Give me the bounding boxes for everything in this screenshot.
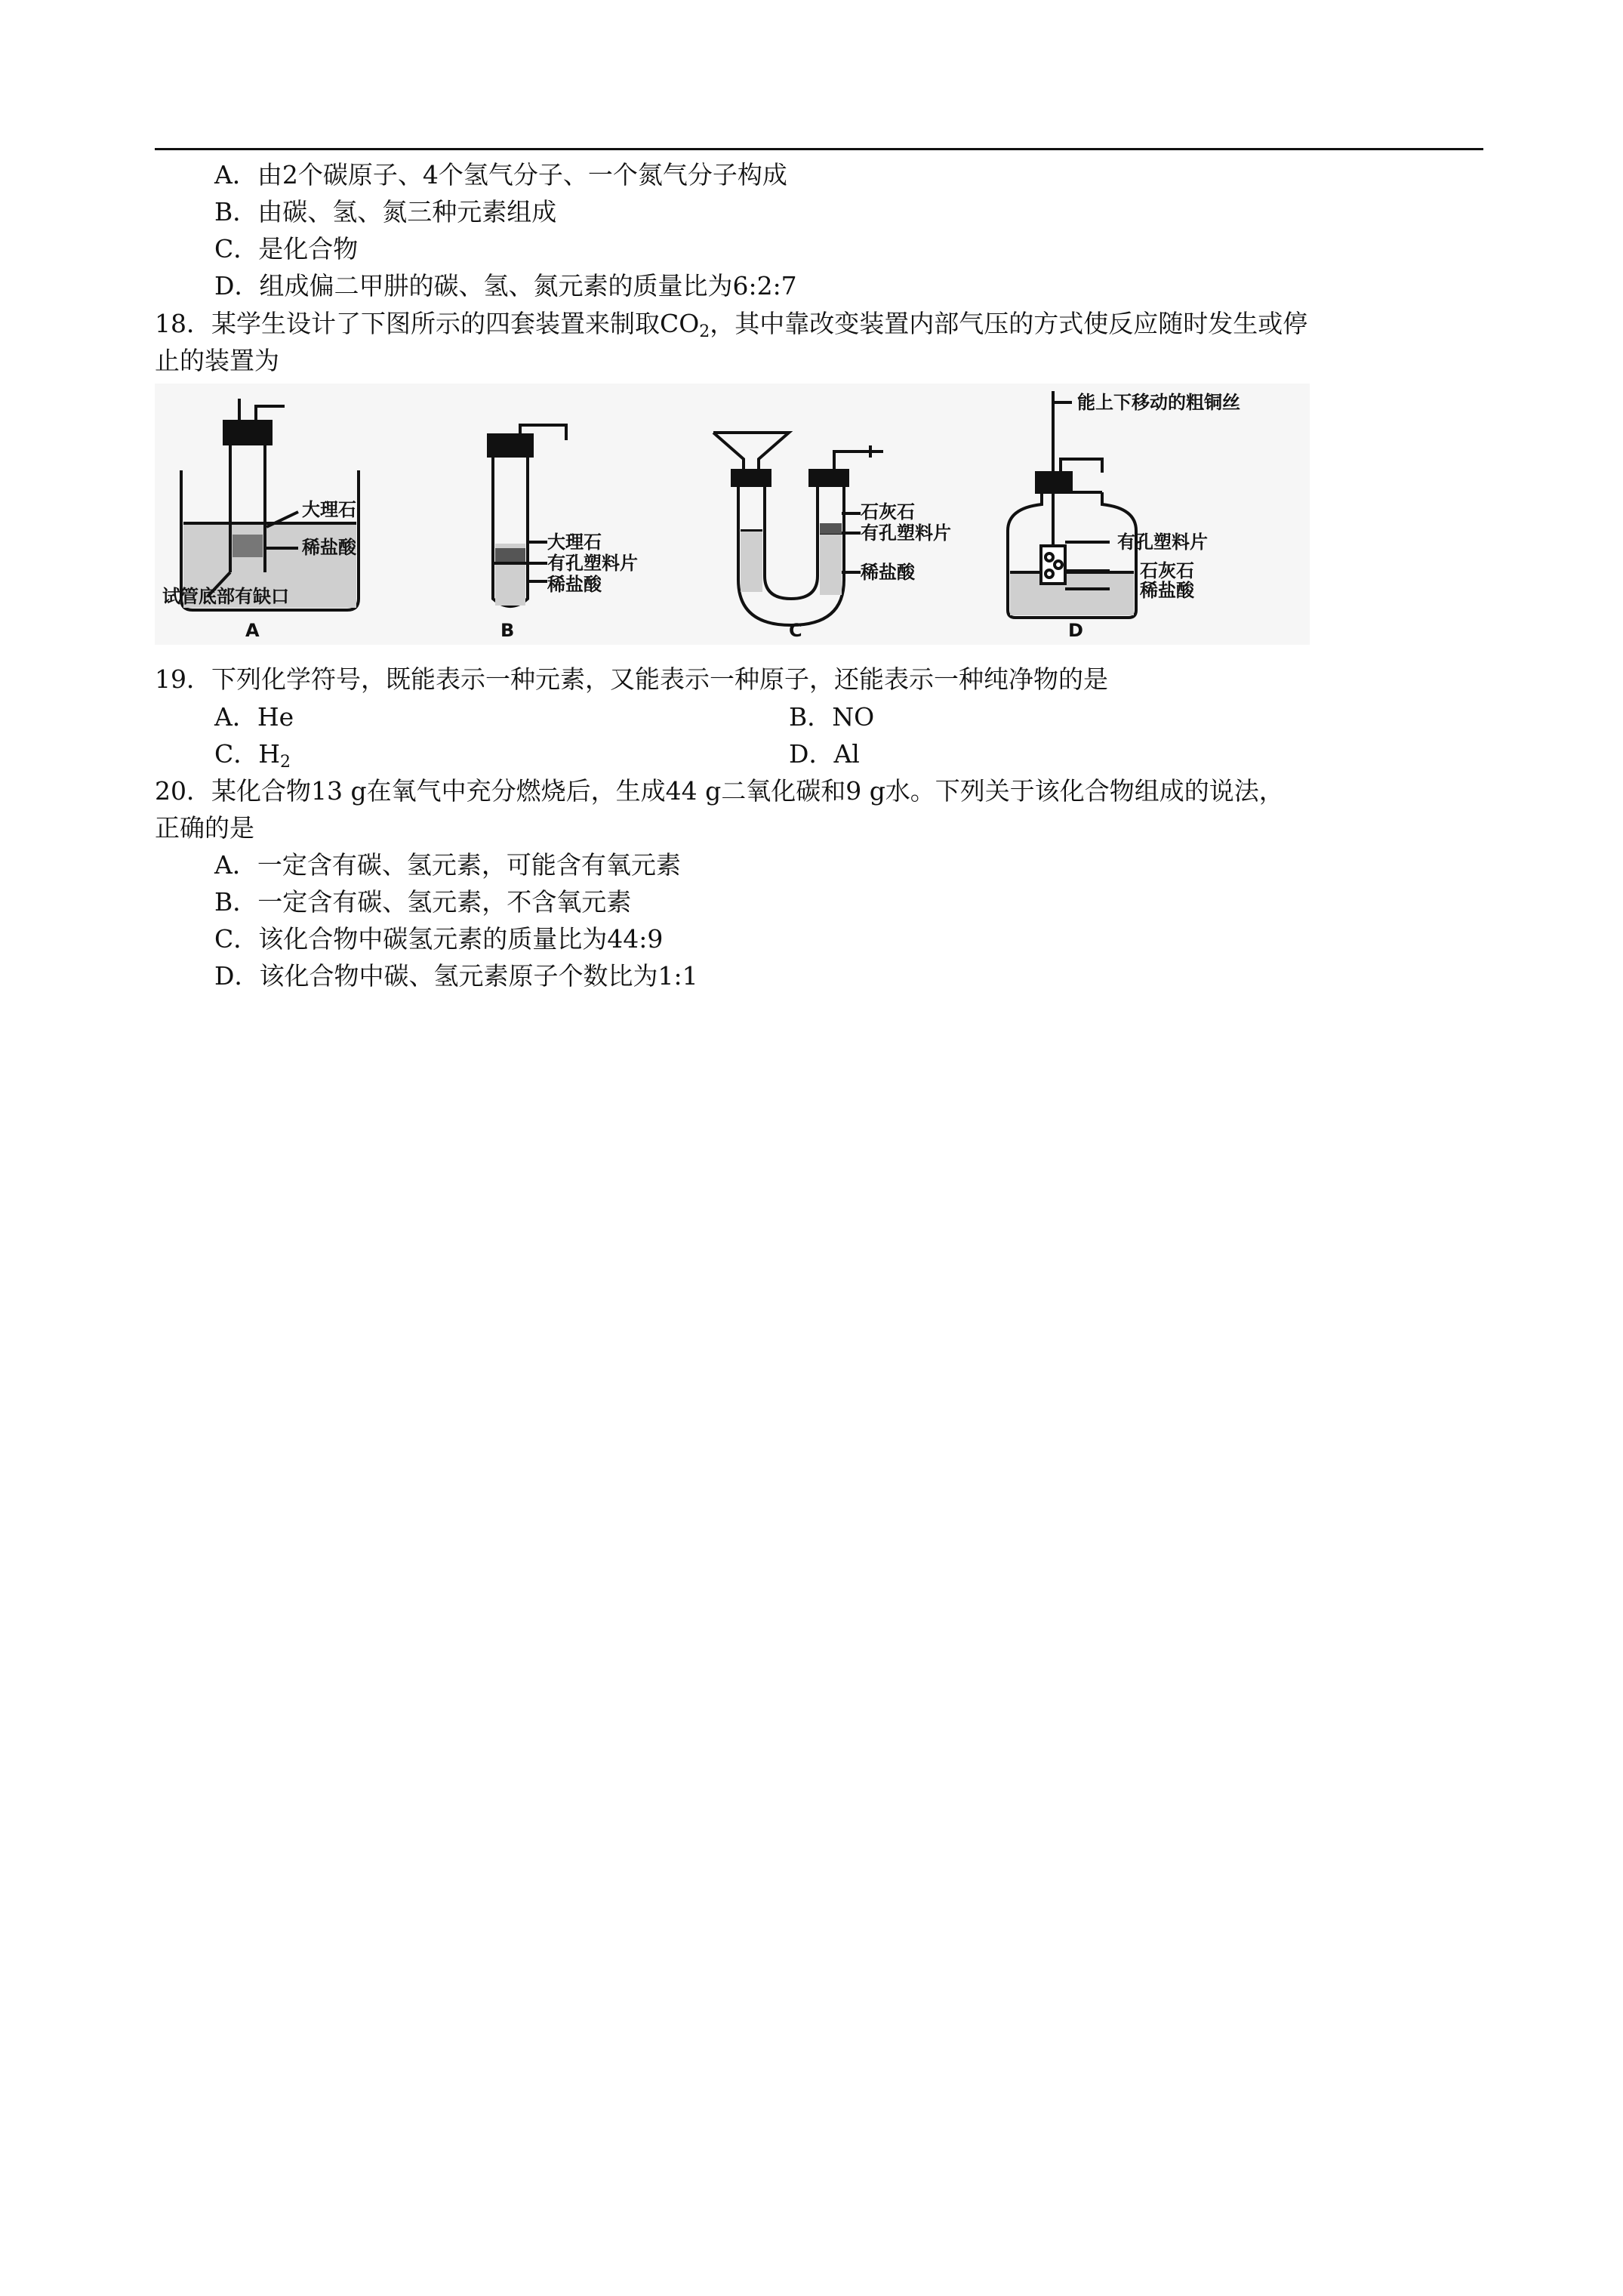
q20-stem-line1: 20．某化合物13 g在氧气中充分燃烧后，生成44 g二氧化碳和9 g水。下列关于该化合物组成的说法， [155, 776, 1284, 806]
label-c-plate: 有孔塑料片 [861, 522, 951, 544]
q18-stem-sub: 2 [699, 322, 710, 341]
label-d-plate: 有孔塑料片 [1117, 532, 1208, 553]
q19-option-a: A．He [214, 702, 294, 732]
q20-option-d: D．该化合物中碳、氢元素原子个数比为1:1 [214, 961, 698, 991]
apparatus-diagram [155, 384, 1310, 645]
q19-option-b: B．NO [789, 702, 875, 732]
q20-stem-line2: 正确的是 [155, 813, 254, 843]
q17-option-a: A．由2个碳原子、4个氢气分子、一个氮气分子构成 [214, 160, 787, 190]
letter-a: A [245, 620, 260, 641]
label-a-marble: 大理石 [302, 499, 356, 520]
q18-stem-post: ，其中靠改变装置内部气压的方式使反应随时发生或停 [710, 309, 1308, 338]
q19-option-c-text: C．H [214, 739, 281, 769]
q18-stem-pre: 18．某学生设计了下图所示的四套装置来制取CO [155, 309, 700, 338]
q18-stem-line1 [155, 306, 1307, 342]
label-a-acid: 稀盐酸 [302, 537, 356, 558]
label-c-acid: 稀盐酸 [861, 562, 915, 583]
letter-c: C [789, 620, 802, 641]
q19-option-c [214, 736, 291, 772]
label-b-plate: 有孔塑料片 [547, 553, 638, 574]
q17-option-d: D．组成偏二甲肼的碳、氢、氮元素的质量比为6:2:7 [214, 271, 797, 300]
label-b-marble: 大理石 [547, 532, 602, 553]
q17-option-c: C．是化合物 [214, 234, 359, 264]
label-d-acid: 稀盐酸 [1140, 580, 1194, 601]
q19-option-d: D．Al [789, 739, 860, 769]
q20-option-b: B．一定含有碳、氢元素，不含氧元素 [214, 887, 632, 917]
apparatus-figure [155, 384, 1310, 645]
letter-d: D [1068, 620, 1083, 641]
label-d-limestone: 石灰石 [1140, 560, 1194, 581]
label-d-wire: 能上下移动的粗铜丝 [1077, 392, 1240, 413]
q17-option-b: B．由碳、氢、氮三种元素组成 [214, 197, 557, 227]
q19-stem: 19．下列化学符号，既能表示一种元素，又能表示一种原子，还能表示一种纯净物的是 [155, 664, 1108, 694]
q20-option-a: A．一定含有碳、氢元素，可能含有氧元素 [214, 850, 681, 880]
q18-stem-line2: 止的装置为 [155, 346, 279, 375]
label-b-acid: 稀盐酸 [547, 574, 602, 595]
letter-b: B [500, 620, 515, 641]
q19-option-c-sub: 2 [280, 753, 291, 772]
q20-option-c: C．该化合物中碳氢元素的质量比为44:9 [214, 924, 664, 954]
label-c-limestone: 石灰石 [861, 501, 915, 522]
header-rule [155, 148, 1483, 150]
label-a-bottom: 试管底部有缺口 [162, 586, 289, 607]
